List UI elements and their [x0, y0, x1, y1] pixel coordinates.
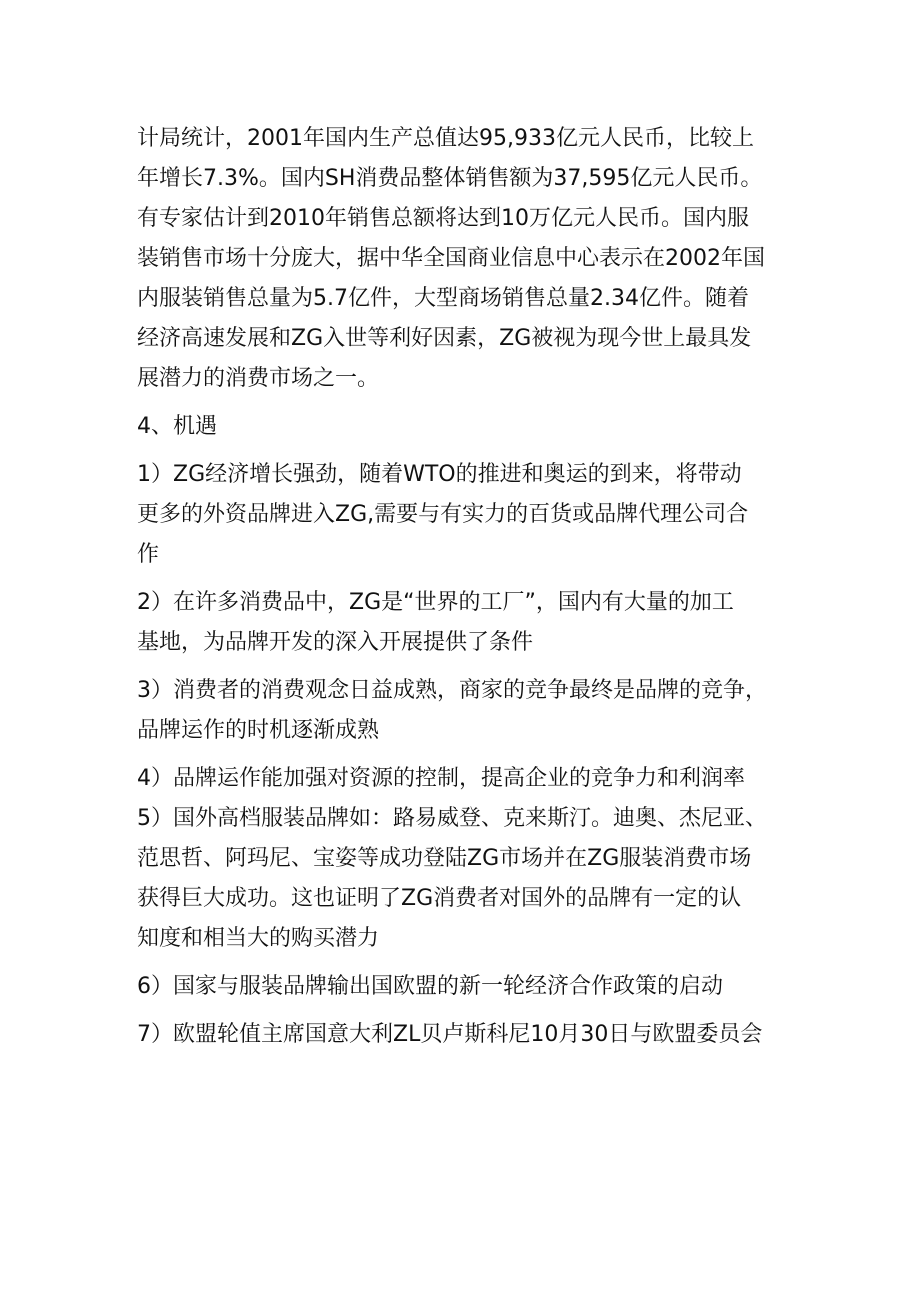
- text-line: 计局统计，2001年国内生产总值达95,933亿元人民币，比较上: [137, 126, 754, 151]
- text-line: 基地，为品牌开发的深入开展提供了条件: [137, 630, 534, 655]
- text-line: 装销售市场十分庞大，据中华全国商业信息中心表示在2002年国: [137, 246, 765, 271]
- text-line: 年增长7.3%。国内SH消费品整体销售额为37,595亿元人民币。: [137, 166, 763, 191]
- paragraph: [137, 583, 797, 663]
- text-line: 5）国外高档服装品牌如：路易威登、克来斯汀。迪奥、杰尼亚、: [137, 806, 767, 831]
- text-line: 品牌运作的时机逐渐成熟: [137, 718, 380, 743]
- text-line: 1）ZG经济增长强劲，随着WTO的推进和奥运的到来，将带动: [137, 462, 742, 487]
- paragraph: [137, 671, 797, 751]
- paragraph: [137, 119, 797, 399]
- paragraph: [137, 455, 797, 575]
- paragraph: [137, 967, 797, 1007]
- text-line: 4、机遇: [137, 414, 217, 439]
- text-line: 经济高速发展和ZG入世等利好因素，ZG被视为现今世上最具发: [137, 326, 752, 351]
- paragraph: [137, 1015, 797, 1055]
- text-line: 有专家估计到2010年销售总额将达到10万亿元人民币。国内服: [137, 206, 749, 231]
- text-line: 作: [137, 542, 160, 567]
- text-line: 知度和相当大的购买潜力: [137, 926, 380, 951]
- text-line: 6）国家与服装品牌输出国欧盟的新一轮经济合作政策的启动: [137, 974, 723, 999]
- text-line: 2）在许多消费品中，ZG是“世界的工厂”，国内有大量的加工: [137, 590, 734, 615]
- text-line: 范思哲、阿玛尼、宝姿等成功登陆ZG市场并在ZG服装消费市场: [137, 846, 752, 871]
- text-line: 获得巨大成功。这也证明了ZG消费者对国外的品牌有一定的认: [137, 886, 742, 911]
- text-line: 展潜力的消费市场之一。: [137, 366, 380, 391]
- text-line: 内服装销售总量为5.7亿件，大型商场销售总量2.34亿件。随着: [137, 286, 749, 311]
- paragraph: [137, 407, 797, 447]
- text-line: 7）欧盟轮值主席国意大利ZL贝卢斯科尼10月30日与欧盟委员会: [137, 1022, 763, 1047]
- body-text: [137, 119, 797, 1055]
- text-line: 更多的外资品牌进入ZG,需要与有实力的百货或品牌代理公司合: [137, 502, 749, 527]
- paragraph: [137, 759, 797, 959]
- text-line: 3）消费者的消费观念日益成熟，商家的竞争最终是品牌的竞争，: [137, 678, 767, 703]
- text-line: 4）品牌运作能加强对资源的控制，提高企业的竞争力和利润率: [137, 766, 745, 791]
